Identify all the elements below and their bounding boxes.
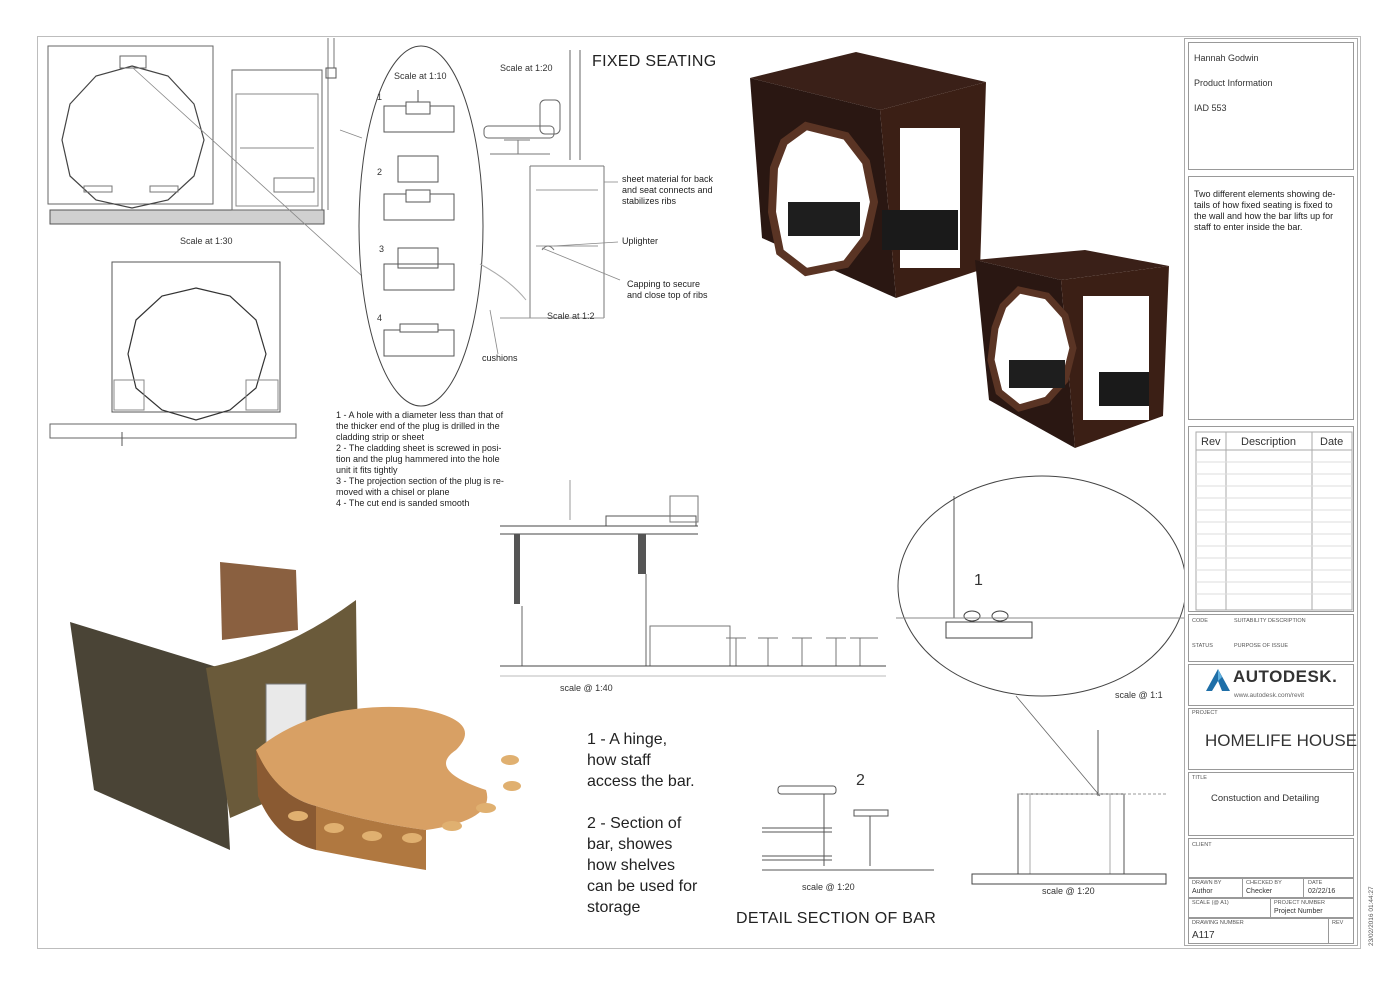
autodesk-brand: AUTODESK. <box>1233 667 1338 686</box>
bar-render <box>66 560 536 880</box>
plug-step-1: 1 <box>377 92 383 102</box>
date-header: Date <box>1320 436 1344 448</box>
scale-label-1-20-right: scale @ 1:20 <box>1042 886 1095 896</box>
plug-detail-oval <box>356 44 486 414</box>
callout-cushions: cushions <box>482 353 518 363</box>
client-label: CLIENT <box>1192 842 1212 848</box>
bar-note-line-2: how staff <box>587 752 651 769</box>
code-label: CODE <box>1192 618 1208 624</box>
print-timestamp: 23/02/2016 01:44:27 <box>1368 886 1375 946</box>
bar-note-spacer <box>587 792 697 813</box>
status-label: STATUS <box>1192 643 1213 649</box>
plug-step-4: 4 <box>377 313 383 323</box>
project-number: Project Number <box>1274 908 1323 915</box>
drawing-number-label: DRAWING NUMBER <box>1192 920 1244 926</box>
scale-label-1-10: Scale at 1:10 <box>394 71 447 81</box>
client-box <box>1188 838 1354 878</box>
title-value: Constuction and Detailing <box>1211 793 1320 804</box>
bar-note-line-7: can be used for <box>587 878 698 895</box>
drawn-by: Author <box>1192 888 1213 895</box>
bar-note-line-5: bar, showes <box>587 836 673 853</box>
heading-fixed-seating: FIXED SEATING <box>592 53 717 70</box>
scale-label-1-20-shelves: scale @ 1:20 <box>802 882 855 892</box>
date-value: 02/22/16 <box>1308 888 1336 895</box>
seating-cube-render-large <box>750 52 990 300</box>
checked-by-label: CHECKED BY <box>1246 880 1282 886</box>
bar-note-line-4: 2 - Section of <box>587 815 682 832</box>
bar-note-line-8: storage <box>587 899 641 916</box>
scale-a1-label: SCALE (@ A1) <box>1192 900 1229 906</box>
bar-elevation-1-40 <box>500 476 890 692</box>
callout-capping: Capping to secure and close top of ribs <box>627 279 708 300</box>
seating-cube-render-small <box>975 250 1170 450</box>
revision-table-grid <box>1196 432 1352 610</box>
bar-note-line-3: access the bar. <box>587 773 695 790</box>
purpose-label: PURPOSE OF ISSUE <box>1234 643 1289 649</box>
subject: Product Information <box>1194 78 1273 88</box>
drawing-number: A117 <box>1192 930 1215 941</box>
plug-notes: 1 - A hole with a diameter less than that of the thicker end of the plug is drilled in the cladding strip or sheet 2 - The cladding sheet is screwed in posi- tion and the plug hammered into the hole unit it fits tightly 3 - The projection section of the plug is re- moved with a chisel or plane 4 - The cut end is sanded smooth <box>336 410 504 508</box>
heading-detail-section: DETAIL SECTION OF BAR <box>736 910 937 927</box>
bar-note-line-1: 1 - A hinge, <box>587 731 668 748</box>
callout-uplighter: Uplighter <box>622 236 659 246</box>
project-number-label: PROJECT NUMBER <box>1274 900 1325 906</box>
plug-step-3: 3 <box>379 244 385 254</box>
bar-section-right <box>970 728 1170 888</box>
detail-marker-1: 1 <box>974 572 983 589</box>
scale-label-1-20: Scale at 1:20 <box>500 63 553 73</box>
rev-label: REV <box>1332 920 1344 926</box>
detail-marker-2: 2 <box>856 772 865 789</box>
rev-header: Rev <box>1201 436 1221 448</box>
sheet-description: Two different elements showing de- tails of how fixed seating is fixed to the wall and how the bar lifts up for staff to enter inside the bar. <box>1194 189 1336 232</box>
autodesk-logo-icon <box>1206 669 1230 691</box>
title-box <box>1188 772 1354 836</box>
callout-sheet-material: sheet material for back and seat connects and stabilizes ribs <box>622 174 714 206</box>
autodesk-url: www.autodesk.com/revit <box>1234 692 1305 699</box>
scale-label-1-2: Scale at 1:2 <box>547 311 595 321</box>
date-label: DATE <box>1308 880 1323 886</box>
scale-label-1-40: scale @ 1:40 <box>560 683 613 693</box>
scale-label-1-30: Scale at 1:30 <box>180 236 233 246</box>
title-label: TITLE <box>1192 775 1207 781</box>
bar-note-line-6: how shelves <box>587 857 676 874</box>
scale-label-1-1: scale @ 1:1 <box>1115 690 1163 700</box>
checked-by: Checker <box>1246 888 1273 895</box>
author-name: Hannah Godwin <box>1194 53 1259 63</box>
project-label: PROJECT <box>1192 710 1218 716</box>
drawn-by-label: DRAWN BY <box>1192 880 1222 886</box>
bar-notes <box>587 729 697 918</box>
description-header: Description <box>1241 436 1297 448</box>
plug-step-2: 2 <box>377 167 383 177</box>
project-name: HOMELIFE HOUSE <box>1205 731 1358 750</box>
course: IAD 553 <box>1194 103 1227 113</box>
bar-section-shelves <box>758 780 938 880</box>
suitability-label: SUITABILITY DESCRIPTION <box>1234 618 1306 624</box>
